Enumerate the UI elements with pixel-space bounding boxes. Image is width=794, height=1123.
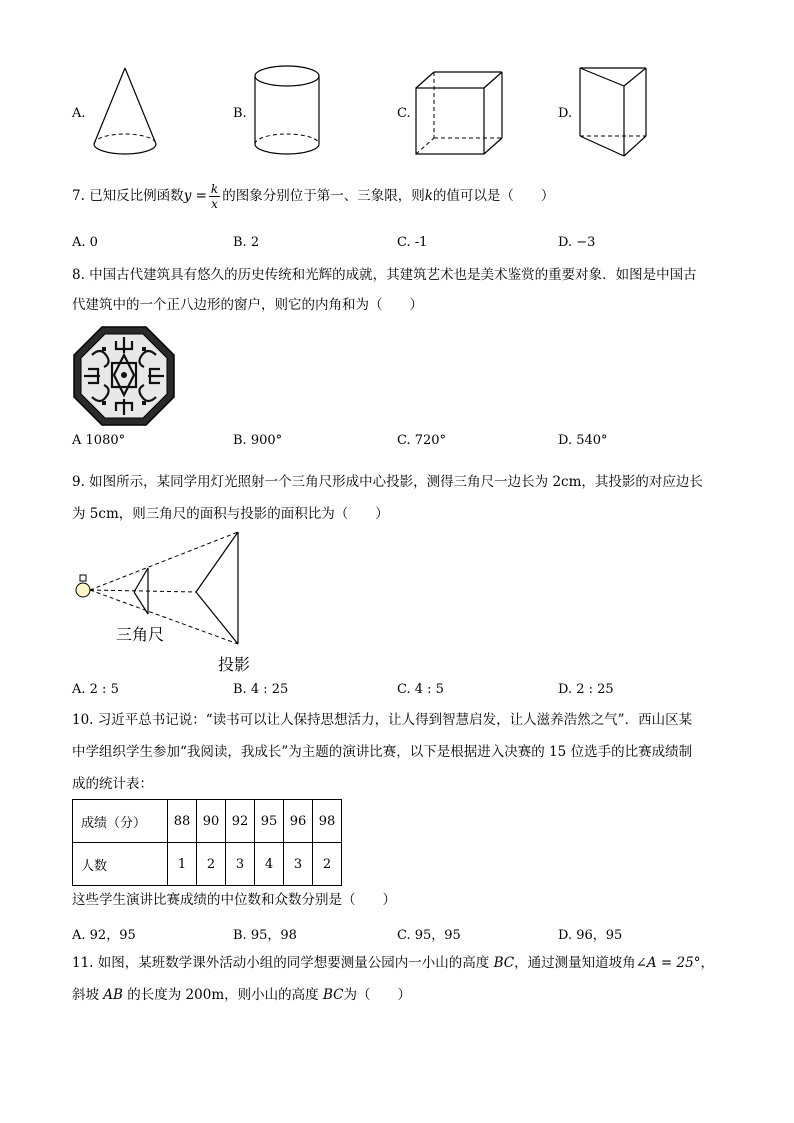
q8-option-a[interactable]: A 1080°	[72, 433, 126, 448]
table-cell: 92	[226, 800, 255, 843]
q11-text-a: 11. 如图，某班数学课外活动小组的同学想要测量公园内一小山的高度	[72, 955, 490, 971]
q10-option-b[interactable]: B. 95，98	[233, 928, 297, 943]
table-cell: 96	[284, 800, 313, 843]
q9-option-c[interactable]: C. 4 : 5	[397, 682, 444, 697]
q7-frac-den: x	[211, 197, 218, 211]
figure-label-shadow: 投影	[218, 655, 251, 674]
octagon-window-figure	[72, 325, 176, 427]
q8-option-b[interactable]: B. 900°	[233, 433, 283, 448]
q11-ab: AB	[103, 987, 123, 1003]
table-cell: 2	[197, 843, 226, 886]
q10-option-d[interactable]: D. 96，95	[558, 928, 623, 943]
q7-number: 7.	[72, 188, 85, 204]
q11-angle: ∠A = 25°	[635, 955, 701, 971]
q11-text-d: 斜坡	[72, 987, 99, 1003]
table-cell: 1	[168, 843, 197, 886]
q7-option-c[interactable]: C. -1	[397, 235, 428, 250]
q11-text-b: ，通过测量知道坡角	[514, 955, 636, 971]
q7-text-after: 的图象分别位于第一、三象限，则	[222, 188, 425, 204]
table-cell: 90	[197, 800, 226, 843]
q11-bc: BC	[493, 955, 515, 971]
table-cell: 95	[255, 800, 284, 843]
q9-option-b[interactable]: B. 4 : 25	[233, 682, 289, 697]
figure-label-ruler: 三角尺	[116, 625, 165, 644]
q8-line-1: 8. 中国古代建筑具有悠久的历史传统和光辉的成就，其建筑艺术也是美术鉴赏的重要对象．如图是中国古	[72, 267, 697, 283]
table-cell: 3	[226, 843, 255, 886]
table-cell: 98	[313, 800, 342, 843]
q7-text-end: 的值可以是（ ）	[432, 188, 555, 204]
option-a-label[interactable]: A.	[72, 106, 86, 121]
table-cell: 2	[313, 843, 342, 886]
q11-text-e: 的长度为 200m，则小山的高度	[127, 987, 319, 1003]
triangular-prism-figure	[578, 66, 650, 160]
q10-line-2: 中学组织学生参加“我阅读，我成长”为主题的演讲比赛，以下是根据进入决赛的 15 位选手的比赛成绩制	[72, 744, 693, 760]
q11-bc-2: BC	[322, 987, 344, 1003]
q7-fraction	[209, 182, 220, 211]
q7-frac-num: k	[210, 182, 219, 196]
q11-line-2	[72, 980, 411, 1010]
light-bulb-icon	[76, 575, 90, 597]
q8-line-2: 代建筑中的一个正八边形的窗户，则它的内角和为（ ）	[72, 297, 423, 313]
q10-line-3: 成的统计表：	[72, 776, 153, 792]
q11-text-f: 为（ ）	[343, 987, 411, 1003]
table-cell: 88	[168, 800, 197, 843]
option-c-label[interactable]: C.	[397, 106, 411, 121]
score-table	[72, 799, 342, 886]
option-b-label[interactable]: B.	[233, 106, 247, 121]
q10-line-1: 10. 习近平总书记说：“读书可以让人保持思想活力，让人得到智慧启发，让人滋养浩然之气”．西山区某	[72, 712, 693, 728]
q7-option-a[interactable]: A. 0	[72, 235, 98, 250]
q9-line-2: 为 5cm，则三角尺的面积与投影的面积比为（ ）	[72, 506, 389, 522]
q9-line-1: 9. 如图所示，某同学用灯光照射一个三角尺形成中心投影，测得三角尺一边长为 2cm，其投影的对应边长	[72, 474, 703, 490]
table-cell: 4	[255, 843, 284, 886]
cone-figure	[90, 66, 160, 160]
q7-option-b[interactable]: B. 2	[233, 235, 260, 250]
q10-question: 这些学生演讲比赛成绩的中位数和众数分别是（ ）	[72, 892, 396, 908]
q7-stem	[72, 181, 554, 211]
table-header-score: 成绩（分）	[73, 800, 168, 843]
table-row-scores	[73, 800, 342, 843]
q9-option-d[interactable]: D. 2 : 25	[558, 682, 614, 697]
q8-option-c[interactable]: C. 720°	[397, 433, 447, 448]
q10-option-c[interactable]: C. 95，95	[397, 928, 461, 943]
q11-line-1	[72, 948, 714, 978]
q11-text-c: ，	[700, 955, 714, 971]
q7-y-equals: y =	[183, 188, 207, 204]
table-header-count: 人数	[73, 843, 168, 886]
q7-option-d[interactable]: D. −3	[558, 235, 596, 250]
option-d-label[interactable]: D.	[558, 106, 573, 121]
table-cell: 3	[284, 843, 313, 886]
q7-text-before: 已知反比例函数	[89, 188, 184, 204]
cylinder-figure	[252, 64, 324, 162]
cube-figure	[414, 70, 506, 156]
q10-option-a[interactable]: A. 92，95	[72, 928, 136, 943]
q7-k-var: k	[424, 188, 433, 204]
table-row-counts	[73, 843, 342, 886]
q9-option-a[interactable]: A. 2 : 5	[72, 682, 119, 697]
q8-option-d[interactable]: D. 540°	[558, 433, 608, 448]
